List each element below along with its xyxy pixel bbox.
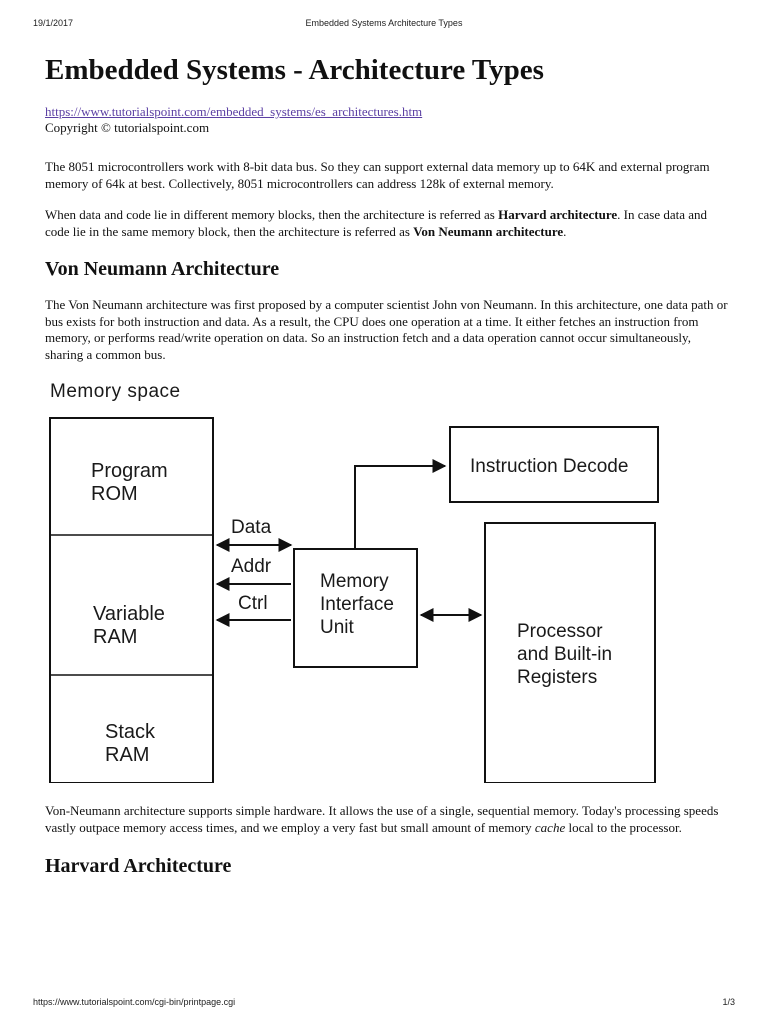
copyright-line: Copyright © tutorialspoint.com [45, 120, 210, 135]
decode-path-arrow [355, 466, 445, 549]
cache-term: cache [534, 819, 566, 835]
harvard-term: Harvard architecture [498, 207, 618, 222]
program-rom-label-2: ROM [91, 483, 138, 505]
print-date: 19/1/2017 [33, 18, 74, 28]
harvard-heading: Harvard Architecture [45, 855, 232, 877]
print-page-number: 1/3 [722, 997, 735, 1007]
variable-ram-label-1: Variable [93, 603, 165, 625]
data-bus-label: Data [231, 517, 272, 538]
processor-label-2: and Built-in [517, 644, 613, 665]
addr-bus-label: Addr [231, 556, 272, 577]
stack-ram-label-2: RAM [105, 744, 150, 766]
memory-space-label: Memory space [50, 381, 181, 402]
miu-label-3: Unit [320, 617, 354, 638]
von-neumann-description: The Von Neumann architecture was first proposed by a computer scientist John von Neumann. In this architecture, one data path or bus exists for both instruction and data. As a result, the CPU does one operation at a time. It either fetches an instruction from memory, or performs read/write operation on data. So an instruction fetch and a data operation cannot occur simultaneously, sharing a common bus. [45, 297, 728, 362]
von-neumann-heading: Von Neumann Architecture [45, 258, 280, 280]
von-neumann-diagram [43, 375, 663, 783]
page-title: Embedded Systems - Architecture Types [45, 54, 544, 86]
document-body [45, 52, 730, 879]
processor-label-1: Processor [517, 621, 603, 642]
processor-label-3: Registers [517, 667, 598, 688]
source-link[interactable]: https://www.tutorialspoint.com/embedded_systems/es_architectures.htm [45, 104, 423, 119]
print-footer-url: https://www.tutorialspoint.com/cgi-bin/printpage.cgi [33, 997, 236, 1007]
ctrl-bus-label: Ctrl [238, 593, 268, 614]
memory-blocks-text-1: When data and code lie in different memory blocks, then the architecture is referred as [45, 207, 499, 222]
von-neumann-term: Von Neumann architecture [413, 223, 564, 239]
support-text-2: local to the processor. [565, 819, 682, 835]
memory-blocks-paragraph [45, 207, 730, 240]
miu-label-2: Interface [320, 594, 394, 615]
stack-ram-label-1: Stack [105, 721, 156, 743]
memory-blocks-text-3: . [563, 223, 567, 239]
support-text-1: Von-Neumann architecture supports simple hardware. It allows the use of a single, sequential memory. Today's processing speeds vastly outpace memory access times, and we employ a very fast but small amount of memory [45, 803, 719, 835]
intro-paragraph: The 8051 microcontrollers work with 8-bit data bus. So they can support external data memory up to 64K and external program memory of 64k at best. Collectively, 8051 microcontrollers can address 128k of external memory. [45, 159, 710, 191]
von-neumann-support-paragraph [45, 803, 730, 836]
miu-label-1: Memory [320, 571, 389, 592]
print-header-title: Embedded Systems Architecture Types [305, 18, 463, 28]
program-rom-label-1: Program [91, 460, 168, 482]
instruction-decode-label: Instruction Decode [470, 456, 629, 477]
memory-blocks-text-2: . In case data and code lie in the same memory block, then the architecture is referred as [45, 207, 708, 239]
variable-ram-label-2: RAM [93, 626, 138, 648]
